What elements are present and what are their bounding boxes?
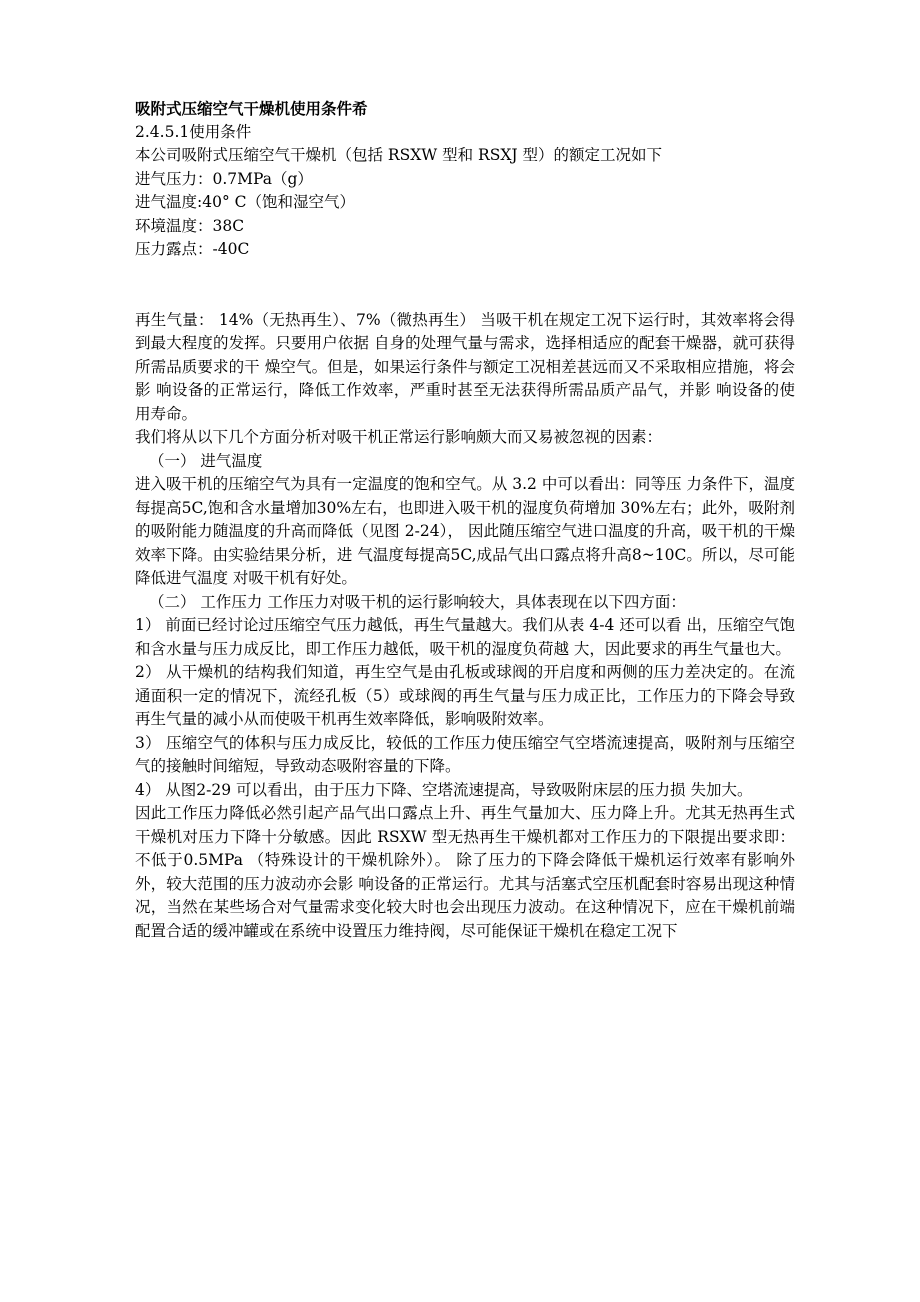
paragraph-regen-gas: 再生气量： 14%（无热再生）、7%（微热再生） 当吸干机在规定工况下运行时，其效率将会得到最大程度的发挥。只要用户依据 自身的处理气量与需求，选择相适应的配套干燥器，就可获得所需品质要求的干 燥空气。但是，如果运行条件与额定工况相差甚远而又不采取相应措施，将会影 响设备的正常运行，降低工作效率，严重时甚至无法获得所需品质产品气，并影 响设备的使用寿命。 xyxy=(135,310,795,423)
spec-intro: 本公司吸附式压缩空气干燥机（包括 RSXW 型和 RSXJ 型）的额定工况如下 xyxy=(135,146,663,164)
paragraph-point-2: 2） 从干燥机的结构我们知道，再生空气是由孔板或球阀的开启度和两侧的压力差决定的。在流通面积一定的情况下，流经孔板（5）或球阀的再生气量与压力成正比，工作压力的下降会导致再生气量的减小从而使吸干机再生效率降低，影响吸附效率。 xyxy=(135,663,795,728)
paragraph-analysis-intro: 我们将从以下几个方面分析对吸干机正常运行影响颇大而又易被忽视的因素： xyxy=(135,428,663,446)
paragraph-conclusion: 因此工作压力降低必然引起产品气出口露点上升、再生气量加大、压力降上升。尤其无热再生式干燥机对压力下降十分敏感。因此 RSXW 型无热再生干燥机都对工作压力的下限提出要求即：不低于0.5MPa （特殊设计的干燥机除外）。 除了压力的下降会降低干燥机运行效率有影响外外，较大范围的压力波动亦会影 响设备的正常运行。尤其与活塞式空压机配套时容易出现这种情况，当然在某些场合对气量需求变化较大时也会出现压力波动。在这种情况下，应在干燥机前端配置合适的缓冲罐或在系统中设置压力维持阀，尽可能保证干燥机在稳定工况下 xyxy=(135,804,795,940)
document-title: 吸附式压缩空气干燥机使用条件希 xyxy=(135,99,368,118)
spec-inlet-temperature: 进气温度:40° C（饱和湿空气） xyxy=(135,193,355,211)
paragraph-point-1: 1） 前面已经讨论过压缩空气压力越低，再生气量越大。我们从表 4-4 还可以看 出，压缩空气饱和含水量与压力成反比，即工作压力越低，吸干机的湿度负荷越 大，因此要求的再生气量也大。 xyxy=(135,616,795,658)
spec-pressure-dew-point: 压力露点：-40C xyxy=(135,240,250,258)
paragraph-point-4: 4） 从图2-29 可以看出，由于压力下降、空塔流速提高，导致吸附床层的压力损 失加大。 xyxy=(135,780,753,799)
document-page xyxy=(135,97,795,943)
paragraph-inlet-temperature: 进入吸干机的压缩空气为具有一定温度的饱和空气。从 3.2 中可以看出：同等压 力条件下，温度每提高5C,饱和含水量增加30%左右，也即进入吸干机的湿度负荷增加 30%左右；此外，吸附剂的吸附能力随温度的升高而降低（见图 2-24）， 因此随压缩空气进口温度的升高，吸干机的干燥效率下降。由实验结果分析，进 气温度每提高5C,成品气出口露点将升高8~10C。所以，尽可能降低进气温度 对吸干机有好处。 xyxy=(135,475,795,587)
section-heading: 2.4.5.1使用条件 xyxy=(135,122,252,141)
heading-inlet-temperature: （一） 进气温度 xyxy=(149,451,263,470)
blank-gap xyxy=(135,262,795,309)
paragraph-point-3: 3） 压缩空气的体积与压力成反比，较低的工作压力使压缩空气空塔流速提高，吸附剂与压缩空气的接触时间缩短，导致动态吸附容量的下降。 xyxy=(135,733,795,775)
spec-ambient-temperature: 环境温度：38C xyxy=(135,216,245,235)
spec-inlet-pressure: 进气压力：0.7MPa（g） xyxy=(135,169,313,188)
heading-working-pressure: （二） 工作压力 工作压力对吸干机的运行影响较大，具体表现在以下四方面： xyxy=(149,592,686,611)
